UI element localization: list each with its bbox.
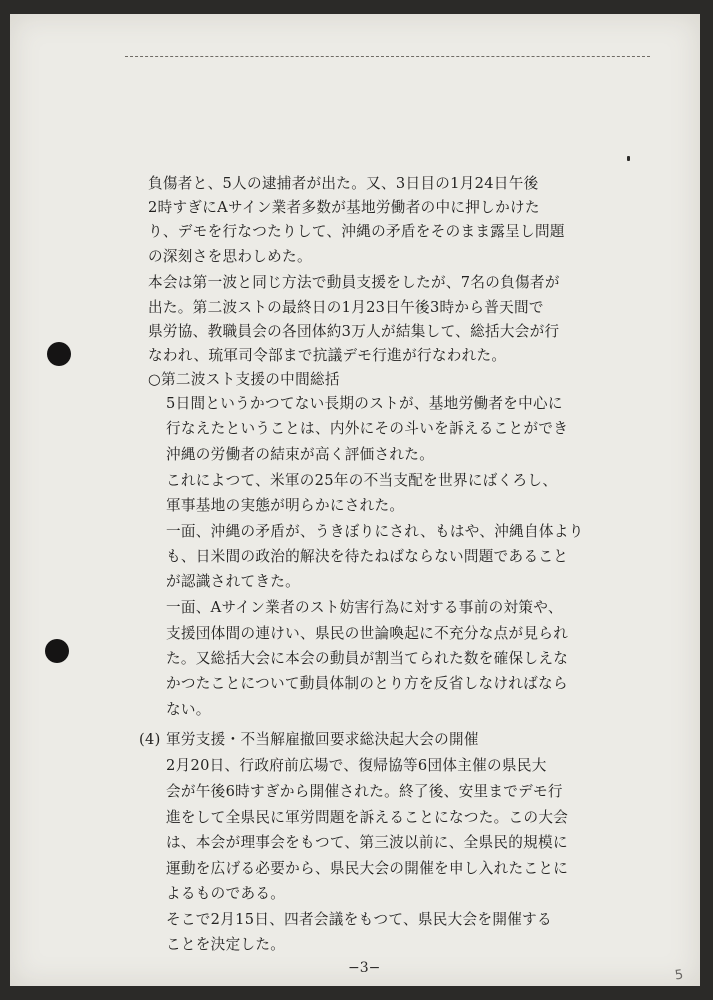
text-line: ことを決定した。 bbox=[166, 936, 286, 953]
text-line: 軍事基地の実態が明らかにされた。 bbox=[166, 497, 405, 514]
text-line: も、日米間の政治的解決を待たねばならない問題であること bbox=[166, 548, 569, 565]
text-line: 支援団体間の連けい、県民の世論喚起に不充分な点が見られ bbox=[166, 625, 569, 642]
text-line: 会が午後6時すぎから開催された。終了後、安里までデモ行 bbox=[166, 783, 563, 800]
subheading-line: ○第二波スト支援の中間総括 bbox=[148, 371, 340, 388]
document-page bbox=[10, 14, 700, 986]
punch-hole-bottom bbox=[45, 639, 69, 663]
text-line: 一面、沖縄の矛盾が、うきぼりにされ、もはや、沖縄自体より bbox=[166, 523, 584, 540]
text-line: なわれ、琉軍司令部まで抗議デモ行進が行なわれた。 bbox=[148, 347, 507, 364]
text-line: かつたことについて動員体制のとり方を反省しなければなら bbox=[166, 675, 568, 692]
corner-handwritten-mark: 5 bbox=[673, 967, 685, 984]
text-line: 県労協、教職員会の各団体約3万人が結集して、総括大会が行 bbox=[148, 323, 560, 340]
section-heading bbox=[139, 730, 479, 750]
text-line: 負傷者と、5人の逮捕者が出た。又、3日目の1月24日午後 bbox=[148, 175, 539, 192]
text-line: よるものである。 bbox=[166, 885, 286, 902]
text-line: は、本会が理事会をもつて、第三波以前に、全県民的規模に bbox=[166, 834, 568, 851]
text-line: 2時すぎにAサイン業者多数が基地労働者の中に押しかけた bbox=[148, 199, 540, 216]
text-line: が認識されてきた。 bbox=[166, 573, 301, 590]
text-line: 運動を広げる必要から、県民大会の開催を申し入れたことに bbox=[166, 860, 569, 877]
text-line: 本会は第一波と同じ方法で動員支援をしたが、7名の負傷者が bbox=[148, 274, 560, 291]
text-line: 行なえたということは、内外にその斗いを訴えることができ bbox=[166, 420, 569, 437]
text-line: これによつて、米軍の25年の不当支配を世界にばくろし、 bbox=[166, 472, 558, 489]
text-line: そこで2月15日、四者会議をもつて、県民大会を開催する bbox=[166, 911, 552, 928]
text-line: 2月20日、行政府前広場で、復帰協等6団体主催の県民大 bbox=[166, 757, 547, 774]
text-line: の深刻さを思わしめた。 bbox=[148, 248, 312, 265]
text-line: ない。 bbox=[166, 701, 211, 718]
text-line: 5日間というかつてない長期のストが、基地労働者を中心に bbox=[166, 395, 563, 412]
page-number: −3− bbox=[348, 960, 381, 976]
text-line: 進をして全県民に軍労問題を訴えることになつた。この大会 bbox=[166, 809, 569, 826]
section-title: 軍労支援・不当解雇撤回要求総決起大会の開催 bbox=[166, 731, 479, 748]
section-number: (4) bbox=[139, 731, 161, 748]
text-line: 一面、Aサイン業者のスト妨害行為に対する事前の対策や、 bbox=[166, 599, 563, 616]
text-line: 沖縄の労働者の結束が高く評価された。 bbox=[166, 446, 435, 463]
punch-hole-top bbox=[47, 342, 71, 366]
ink-fleck bbox=[627, 156, 630, 161]
text-line: り、デモを行なつたりして、沖縄の矛盾をそのまま露呈し問題 bbox=[148, 223, 565, 240]
text-line: 出た。第二波ストの最終日の1月23日午後3時から普天間で bbox=[148, 299, 544, 316]
text-line: た。又総括大会に本会の動員が割当てられた数を確保しえな bbox=[166, 650, 569, 667]
top-dashed-rule bbox=[125, 56, 650, 57]
